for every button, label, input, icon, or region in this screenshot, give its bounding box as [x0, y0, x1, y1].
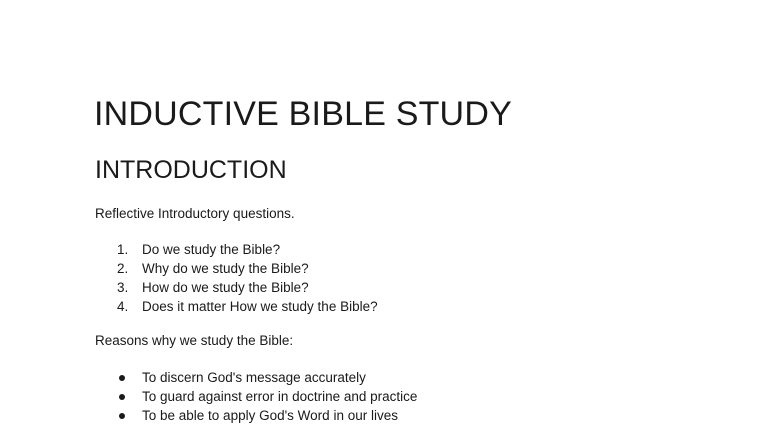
list-item-text: To be able to apply God's Word in our lives	[142, 408, 398, 423]
intro-paragraph: Reflective Introductory questions.	[95, 206, 295, 221]
section-heading: INTRODUCTION	[95, 156, 287, 184]
bullet-icon	[119, 413, 125, 419]
list-item-text: How do we study the Bible?	[142, 280, 309, 295]
bullet-icon	[119, 375, 125, 381]
bullet-icon	[119, 394, 125, 400]
list-item-text: To guard against error in doctrine and practice	[142, 389, 418, 404]
list-item-text: Do we study the Bible?	[142, 242, 281, 257]
list-item-text: Does it matter How we study the Bible?	[142, 299, 378, 314]
list-number: 1.	[117, 242, 129, 257]
list-number: 4.	[117, 299, 129, 314]
list-number: 2.	[117, 261, 129, 276]
list-item-text: Why do we study the Bible?	[142, 261, 309, 276]
list-number: 3.	[117, 280, 129, 295]
list-item-text: To discern God's message accurately	[142, 370, 366, 385]
document-title: INDUCTIVE BIBLE STUDY	[94, 95, 512, 133]
reasons-paragraph: Reasons why we study the Bible:	[95, 333, 294, 348]
